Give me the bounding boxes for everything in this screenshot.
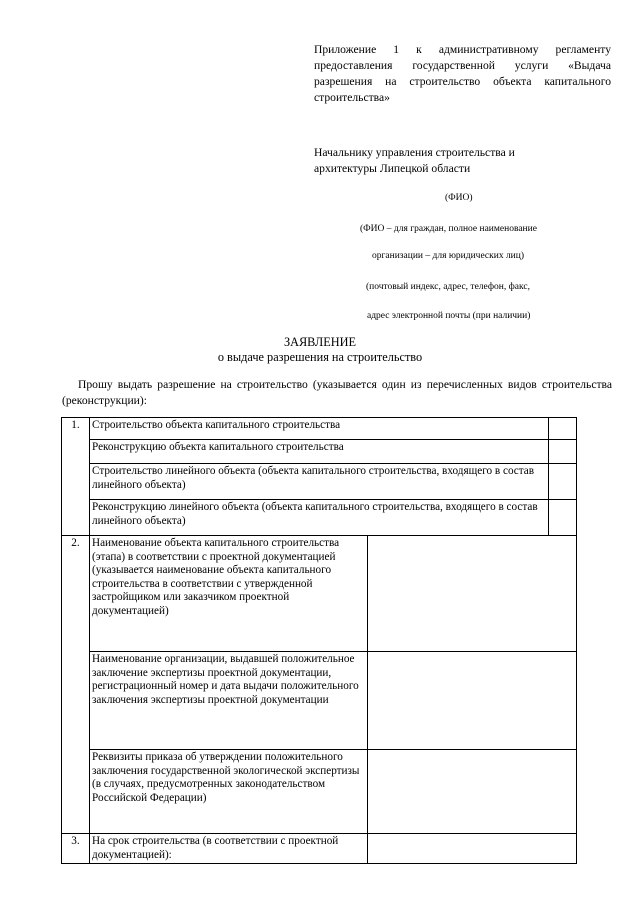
addressee-line-2: архитектуры Липецкой области xyxy=(314,162,471,175)
option-reconstruction: Реконструкцию объекта капитального строительства xyxy=(90,440,549,464)
document-title: ЗАЯВЛЕНИЕ xyxy=(283,335,357,349)
option-checkbox[interactable] xyxy=(549,464,577,500)
addressee-line-1: Начальнику управления строительства и xyxy=(314,146,515,159)
table-row xyxy=(62,464,577,500)
option-checkbox[interactable] xyxy=(549,500,577,536)
addressee xyxy=(314,145,614,177)
table-row xyxy=(62,500,577,536)
hint-fio-full-1: (ФИО – для граждан, полное наименование xyxy=(360,224,537,234)
hint-fio-full-2: организации – для юридических лиц) xyxy=(372,251,525,261)
option-checkbox[interactable] xyxy=(549,440,577,464)
document-subtitle: о выдаче разрешения на строительство xyxy=(217,350,423,364)
table-row xyxy=(62,652,577,750)
option-checkbox[interactable] xyxy=(549,418,577,440)
expertise-org-field[interactable] xyxy=(368,652,577,750)
row-number: 3. xyxy=(62,834,90,864)
table-row xyxy=(62,536,577,652)
expertise-org-label: Наименование организации, выдавшей положительное заключение экспертизы проектной документации, регистрационный номер и дата выдачи положительного заключения экспертизы проектной документации xyxy=(90,652,368,750)
row-number: 2. xyxy=(62,536,90,834)
hint-fio: (ФИО) xyxy=(445,193,473,203)
table-row xyxy=(62,834,577,864)
table-row xyxy=(62,418,577,440)
table-row xyxy=(62,750,577,834)
object-name-label: Наименование объекта капитального строительства (этапа) в соответствии с проектной документацией (указывается наименование объекта капитального строительства в соответствии с утвержденной застройщиком или заказчиком проектной документацией) xyxy=(90,536,368,652)
object-name-field[interactable] xyxy=(368,536,577,652)
intro-paragraph: Прошу выдать разрешение на строительство (указывается один из перечисленных видов строительства (реконструкции): xyxy=(62,378,612,407)
option-new-construction: Строительство объекта капитального строительства xyxy=(90,418,549,440)
option-linear-construction: Строительство линейного объекта (объекта капитального строительства, входящего в состав линейного объекта) xyxy=(90,464,549,500)
hint-address-2: адрес электронной почты (при наличии) xyxy=(367,311,531,321)
table-row xyxy=(62,440,577,464)
eco-expertise-label: Реквизиты приказа об утверждении положительного заключения государственной экологической экспертизы (в случаях, предусмотренных законодательством Российской Федерации) xyxy=(90,750,368,834)
hint-address-1: (почтовый индекс, адрес, телефон, факс, xyxy=(366,282,530,292)
option-linear-reconstruction: Реконструкцию линейного объекта (объекта капитального строительства, входящего в состав линейного объекта) xyxy=(90,500,549,536)
construction-term-label: На срок строительства (в соответствии с проектной документацией): xyxy=(90,834,368,864)
row-number: 1. xyxy=(62,418,90,536)
eco-expertise-field[interactable] xyxy=(368,750,577,834)
application-form-table xyxy=(61,417,577,864)
appendix-note: Приложение 1 к административному регламенту предоставления государственной услуги «Выдача разрешения на строительство объекта капитального строительства» xyxy=(314,43,611,104)
construction-term-field[interactable] xyxy=(368,834,577,864)
